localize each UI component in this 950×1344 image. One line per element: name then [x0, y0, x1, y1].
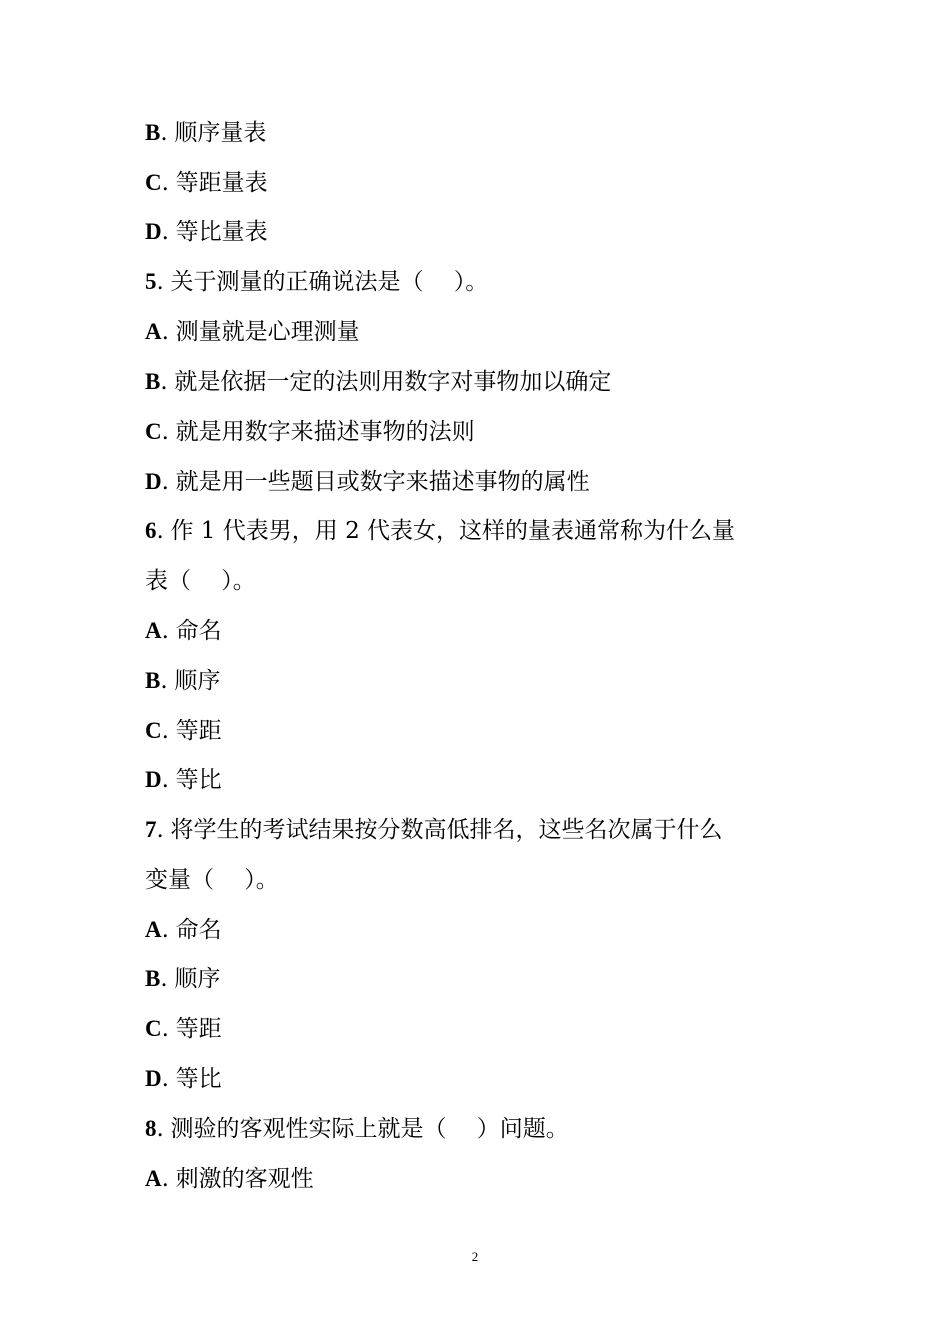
option-letter: B — [145, 369, 161, 394]
separator: . — [161, 1166, 169, 1192]
option-line — [145, 367, 825, 397]
option-letter: B — [145, 966, 161, 991]
option-text: 就是用一些题目或数字来描述事物的属性 — [175, 469, 590, 495]
option-line — [145, 1064, 825, 1094]
question-number: 5 — [145, 269, 157, 294]
separator: . — [161, 170, 169, 196]
option-line — [145, 765, 825, 795]
question-text: 表（ ）。 — [145, 568, 256, 594]
option-letter: D — [145, 1066, 162, 1091]
separator: . — [161, 1016, 169, 1042]
option-letter: D — [145, 219, 162, 244]
option-text: 等比 — [175, 1066, 222, 1092]
option-letter: A — [145, 618, 162, 643]
option-line — [145, 1014, 825, 1044]
option-text: 刺激的客观性 — [175, 1166, 314, 1192]
question-text: 关于测量的正确说法是（ ）。 — [170, 269, 489, 295]
option-letter: C — [145, 170, 162, 195]
option-text: 等距 — [175, 718, 222, 744]
option-text: 顺序 — [174, 668, 221, 694]
option-letter: C — [145, 1016, 162, 1041]
question-continuation — [145, 865, 825, 895]
option-letter: C — [145, 718, 162, 743]
option-line — [145, 168, 825, 198]
option-text: 顺序 — [174, 966, 221, 992]
separator: . — [161, 1066, 169, 1092]
separator: . — [161, 618, 169, 644]
option-line — [145, 915, 825, 945]
option-letter: A — [145, 319, 162, 344]
question-line — [145, 1114, 825, 1144]
separator: . — [161, 767, 169, 793]
question-line — [145, 815, 825, 845]
separator: . — [160, 120, 168, 146]
question-text: 将学生的考试结果按分数高低排名，这些名次属于什么 — [170, 817, 723, 843]
option-text: 测量就是心理测量 — [175, 319, 360, 345]
separator: . — [156, 518, 164, 544]
separator: . — [161, 419, 169, 445]
option-text: 命名 — [175, 618, 222, 644]
option-line — [145, 118, 825, 148]
question-line — [145, 516, 825, 546]
option-letter: D — [145, 767, 162, 792]
question-number: 6 — [145, 518, 157, 543]
option-line — [145, 666, 825, 696]
option-line — [145, 964, 825, 994]
separator: . — [156, 269, 164, 295]
separator: . — [161, 917, 169, 943]
page-number: 2 — [471, 1249, 479, 1264]
option-line — [145, 217, 825, 247]
option-letter: D — [145, 469, 162, 494]
option-line — [145, 616, 825, 646]
question-number: 8 — [145, 1116, 157, 1141]
option-letter: B — [145, 120, 161, 145]
question-text: 作 1 代表男，用 2 代表女，这样的量表通常称为什么量 — [170, 518, 736, 544]
separator: . — [161, 319, 169, 345]
option-letter: A — [145, 917, 162, 942]
separator: . — [156, 817, 164, 843]
option-text: 命名 — [175, 917, 222, 943]
question-continuation — [145, 566, 825, 596]
option-line — [145, 417, 825, 447]
question-text: 测验的客观性实际上就是（ ）问题。 — [170, 1116, 569, 1142]
option-line — [145, 716, 825, 746]
option-text: 等距 — [175, 1016, 222, 1042]
option-text: 就是用数字来描述事物的法则 — [175, 419, 475, 445]
separator: . — [160, 966, 168, 992]
option-letter: C — [145, 419, 162, 444]
question-line — [145, 267, 825, 297]
question-number: 7 — [145, 817, 157, 842]
separator: . — [161, 469, 169, 495]
separator: . — [156, 1116, 164, 1142]
option-text: 等比量表 — [175, 219, 268, 245]
option-line — [145, 467, 825, 497]
option-text: 就是依据一定的法则用数字对事物加以确定 — [174, 369, 612, 395]
separator: . — [160, 369, 168, 395]
option-text: 等距量表 — [175, 170, 268, 196]
separator: . — [160, 668, 168, 694]
option-letter: B — [145, 668, 161, 693]
separator: . — [161, 718, 169, 744]
option-text: 顺序量表 — [174, 120, 267, 146]
option-text: 等比 — [175, 767, 222, 793]
option-line — [145, 317, 825, 347]
separator: . — [161, 219, 169, 245]
option-line — [145, 1164, 825, 1194]
option-letter: A — [145, 1166, 162, 1191]
question-text: 变量（ ）。 — [145, 867, 279, 893]
